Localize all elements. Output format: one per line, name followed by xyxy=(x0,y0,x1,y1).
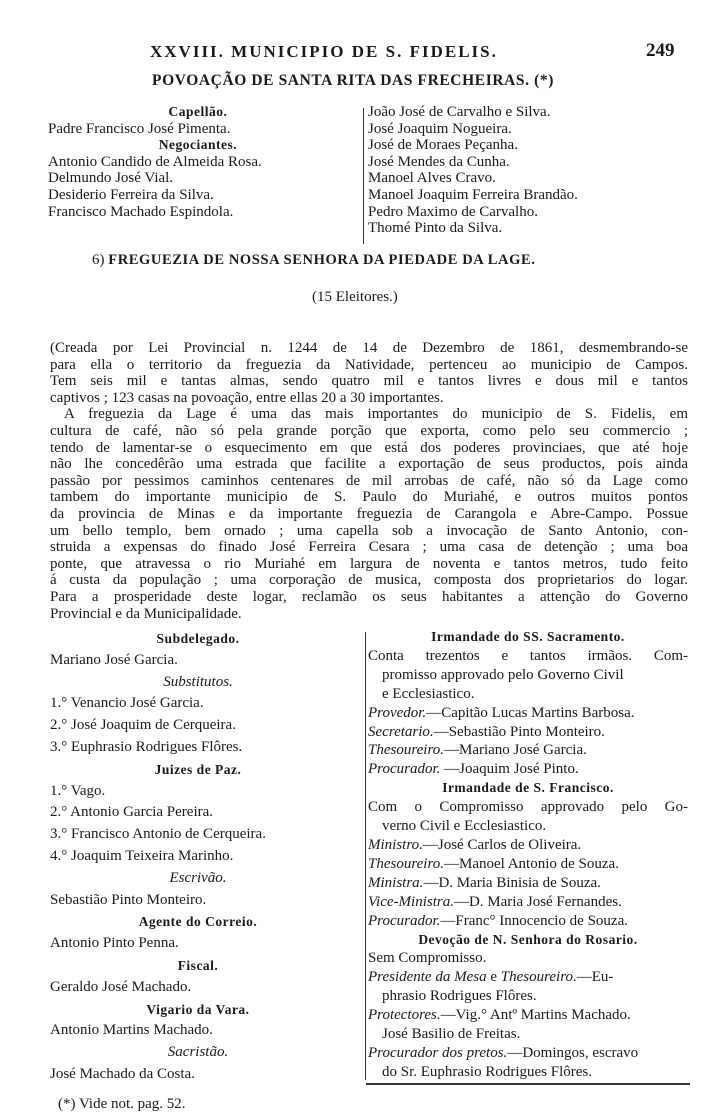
paragraph-line: Provincial e da Municipalidade. xyxy=(50,605,242,622)
top-left-column xyxy=(48,104,348,220)
text-line: 3.° Euphrasio Rodrigues Flôres. xyxy=(50,738,243,755)
text-line: 4.° Joaquim Teixeira Marinho. xyxy=(50,847,234,864)
text-line xyxy=(368,855,688,874)
role-label: Procurador. xyxy=(368,912,441,929)
role-holder: —José Carlos de Oliveira. xyxy=(422,836,582,853)
text-line: Thomé Pinto da Silva. xyxy=(368,220,503,237)
bottom-left-column xyxy=(50,628,346,1086)
text-line: Com o Compromisso approvado pelo Go- xyxy=(368,799,688,816)
section-label: Juizes de Paz. xyxy=(154,761,242,777)
role-label: Thesoureiro. xyxy=(368,855,444,872)
role-holder: —D. Maria José Fernandes. xyxy=(453,893,622,910)
text-line: phrasio Rodrigues Flôres. xyxy=(382,988,537,1005)
paragraph-line: cultura de café, não só pela grande porção que exporta, como pelo seu commercio ; xyxy=(50,422,688,439)
section-label: Devoção de N. Senhora do Rosario. xyxy=(418,931,638,947)
bottom-right-column xyxy=(368,628,688,1082)
role-label: Ministro. xyxy=(368,836,423,853)
role-holder: —Sebastião Pinto Monteiro. xyxy=(433,723,605,740)
text-line: promisso approvado pelo Governo Civil xyxy=(382,666,624,683)
section-label: Fiscal. xyxy=(177,957,219,973)
text-line xyxy=(368,893,688,912)
paragraph-line: passão por pessimos caminhos centenares de mil arrobas de café, não só da Lage como xyxy=(50,472,688,489)
paragraph-line: (Creada por Lei Provincial n. 1244 de 14 de Dezembro de 1861, desmembrando-se xyxy=(50,340,688,356)
page-number: 249 xyxy=(646,40,675,61)
text-line: Delmundo José Vial. xyxy=(48,170,174,187)
role-label: Secretario. xyxy=(368,723,434,740)
role-holder: —Domingos, escravo xyxy=(507,1044,639,1061)
electors-count: (15 Eleitores.) xyxy=(312,289,398,305)
text-line: Mariano José Garcia. xyxy=(50,651,178,668)
role-label: Vice-Ministra. xyxy=(368,893,454,910)
paragraph-line: Tem seis mil e tantas almas, sendo quatro mil e tantos livres e dous mil e tantos xyxy=(50,373,688,390)
paragraph-line: não lhe concedêrão uma estrada que facilite a exportação de seus productos, pois ainda xyxy=(50,456,688,473)
role-holder: —Eu- xyxy=(576,969,614,986)
top-right-column xyxy=(368,104,688,237)
text-line: Sem Compromisso. xyxy=(368,950,487,967)
section-label: Capellão. xyxy=(168,104,228,119)
paragraph-line: ponte, que atravessa o rio Muriahé em largura de noventa e tantos metros, tudo feito xyxy=(50,555,688,572)
text-line: do Sr. Euphrasio Rodrigues Flôres. xyxy=(382,1063,592,1080)
section-label: Agente do Correio. xyxy=(138,914,258,930)
role-label: Provedor. xyxy=(368,704,427,721)
section-label: Negociantes. xyxy=(158,137,238,153)
paragraph-line: Para a prosperidade deste logar, reclamão os seus habitantes a attenção do Governo xyxy=(50,588,688,605)
role-holder: —D. Maria Binisia de Souza. xyxy=(423,874,601,891)
role-label: Procurador. xyxy=(368,761,441,778)
role-holder: —Joaquim José Pinto. xyxy=(440,761,579,778)
role-holder: —Capitão Lucas Martins Barbosa. xyxy=(426,704,635,721)
text-line xyxy=(368,760,688,779)
text-line: 1.° Venancio José Garcia. xyxy=(50,695,204,712)
role-holder: —Franc° Innocencio de Souza. xyxy=(440,912,628,929)
text-line: Conta trezentos e tantos irmãos. Com- xyxy=(368,647,688,664)
text-line: Padre Francisco José Pimenta. xyxy=(48,120,231,137)
text-line xyxy=(368,723,688,742)
text-line xyxy=(368,912,688,931)
role-holder: —Vig.° Antº Martins Machado. xyxy=(440,1007,631,1024)
section-label: Vigario da Vara. xyxy=(146,1001,250,1017)
text-line xyxy=(368,1006,688,1025)
role-label: Ministra. xyxy=(368,874,424,891)
paragraph-line: á custa da população ; uma corporação de musica, composta dos proprietarios do logar. xyxy=(50,572,688,589)
text-line: Escrivão. xyxy=(169,869,227,886)
column-end-rule xyxy=(366,1083,690,1085)
column-divider xyxy=(365,632,366,1080)
paragraph-line: um bello templo, bem ornado ; uma capella sob a invocação de Santo Antonio, con- xyxy=(50,522,688,539)
text-line: Antonio Candido de Almeida Rosa. xyxy=(48,153,262,170)
role-label: Thesoureiro. xyxy=(368,742,444,759)
role-holder: —Manoel Antonio de Souza. xyxy=(443,855,619,872)
section-heading xyxy=(92,252,536,269)
text-line: Geraldo José Machado. xyxy=(50,978,192,995)
text-line: João José de Carvalho e Silva. xyxy=(368,104,551,120)
text-line: Manoel Joaquim Ferreira Brandão. xyxy=(368,186,578,203)
text-line: e Ecclesiastico. xyxy=(382,685,475,702)
text-line: Antonio Martins Machado. xyxy=(50,1022,213,1039)
text-line: José Joaquim Nogueira. xyxy=(368,120,512,137)
paragraph-line: da provincia de Minas e da importante freguezia de Carangola e Abre-Campo. Possue xyxy=(50,505,688,522)
description-paragraph xyxy=(50,340,688,622)
text-line xyxy=(368,968,688,987)
text-line: Sacristão. xyxy=(167,1044,229,1061)
text-line: 1.° Vago. xyxy=(50,782,106,799)
section-label: Irmandade do SS. Sacramento. xyxy=(431,629,625,644)
text-line: 3.° Francisco Antonio de Cerqueira. xyxy=(50,826,266,843)
text-line: José Machado da Costa. xyxy=(50,1065,195,1082)
text-line: verno Civil e Ecclesiastico. xyxy=(382,818,547,835)
text-line: José Mendes da Cunha. xyxy=(368,153,510,170)
text-line: Sebastião Pinto Monteiro. xyxy=(50,891,207,908)
paragraph-line: para ella o territorio da freguezia da Natividade, pertenceu ao municipio de Campos. xyxy=(50,356,688,373)
text-line: Substitutos. xyxy=(163,673,233,690)
role-holder: —Mariano José Garcia. xyxy=(443,742,587,759)
section-title: FREGUEZIA DE NOSSA SENHORA DA PIEDADE DA LAGE. xyxy=(108,252,536,268)
paragraph-line: struida a expensas do finado José Ferreira Cesara ; uma casa de detenção ; uma boa xyxy=(50,539,688,556)
text-line xyxy=(368,1044,688,1063)
role-label: Protectores. xyxy=(368,1007,441,1024)
text-line: José Basilio de Freitas. xyxy=(382,1026,521,1043)
text-line xyxy=(368,704,688,723)
text-line: Manoel Alves Cravo. xyxy=(368,170,496,187)
text-line xyxy=(368,836,688,855)
chapter-title: XXVIII. MUNICIPIO DE S. FIDELIS. xyxy=(150,42,498,61)
text-line: Antonio Pinto Penna. xyxy=(50,935,179,952)
section-number: 6) xyxy=(92,252,105,268)
paragraph-line: tambem do importante municipio de S. Paulo do Muriahé, e outros muitos pontos xyxy=(50,489,688,506)
paragraph-line: tendo de lamentar-se o esquecimento em que está dos poderes provinciaes, que até hoje xyxy=(50,439,688,456)
section-label: Subdelegado. xyxy=(156,631,240,646)
text-line: 2.° Antonio Garcia Pereira. xyxy=(50,804,214,821)
column-divider xyxy=(363,108,364,244)
text-line: José de Moraes Peçanha. xyxy=(368,137,518,154)
text-line: Pedro Maximo de Carvalho. xyxy=(368,203,538,220)
text-line: 2.° José Joaquim de Cerqueira. xyxy=(50,717,236,734)
paragraph-line: captivos ; 123 casas na povoação, entre ellas 20 a 30 importantes. xyxy=(50,389,444,406)
role-label: Presidente da Mesa xyxy=(368,969,487,986)
section-label: Irmandade de S. Francisco. xyxy=(442,780,614,796)
paragraph-line: A freguezia da Lage é uma das mais importantes do municipio de S. Fidelis, em xyxy=(64,406,688,423)
role-holder: e xyxy=(486,969,501,986)
text-line xyxy=(368,874,688,893)
text-line: Desiderio Ferreira da Silva. xyxy=(48,186,214,203)
text-line: Francisco Machado Espindola. xyxy=(48,203,234,220)
subtitle: POVOAÇÃO DE SANTA RITA DAS FRECHEIRAS. (*) xyxy=(152,72,554,89)
role-label: Thesoureiro. xyxy=(500,969,577,986)
text-line xyxy=(368,741,688,760)
role-label: Procurador dos pretos. xyxy=(368,1044,508,1061)
footnote: (*) Vide not. pag. 52. xyxy=(58,1096,186,1112)
